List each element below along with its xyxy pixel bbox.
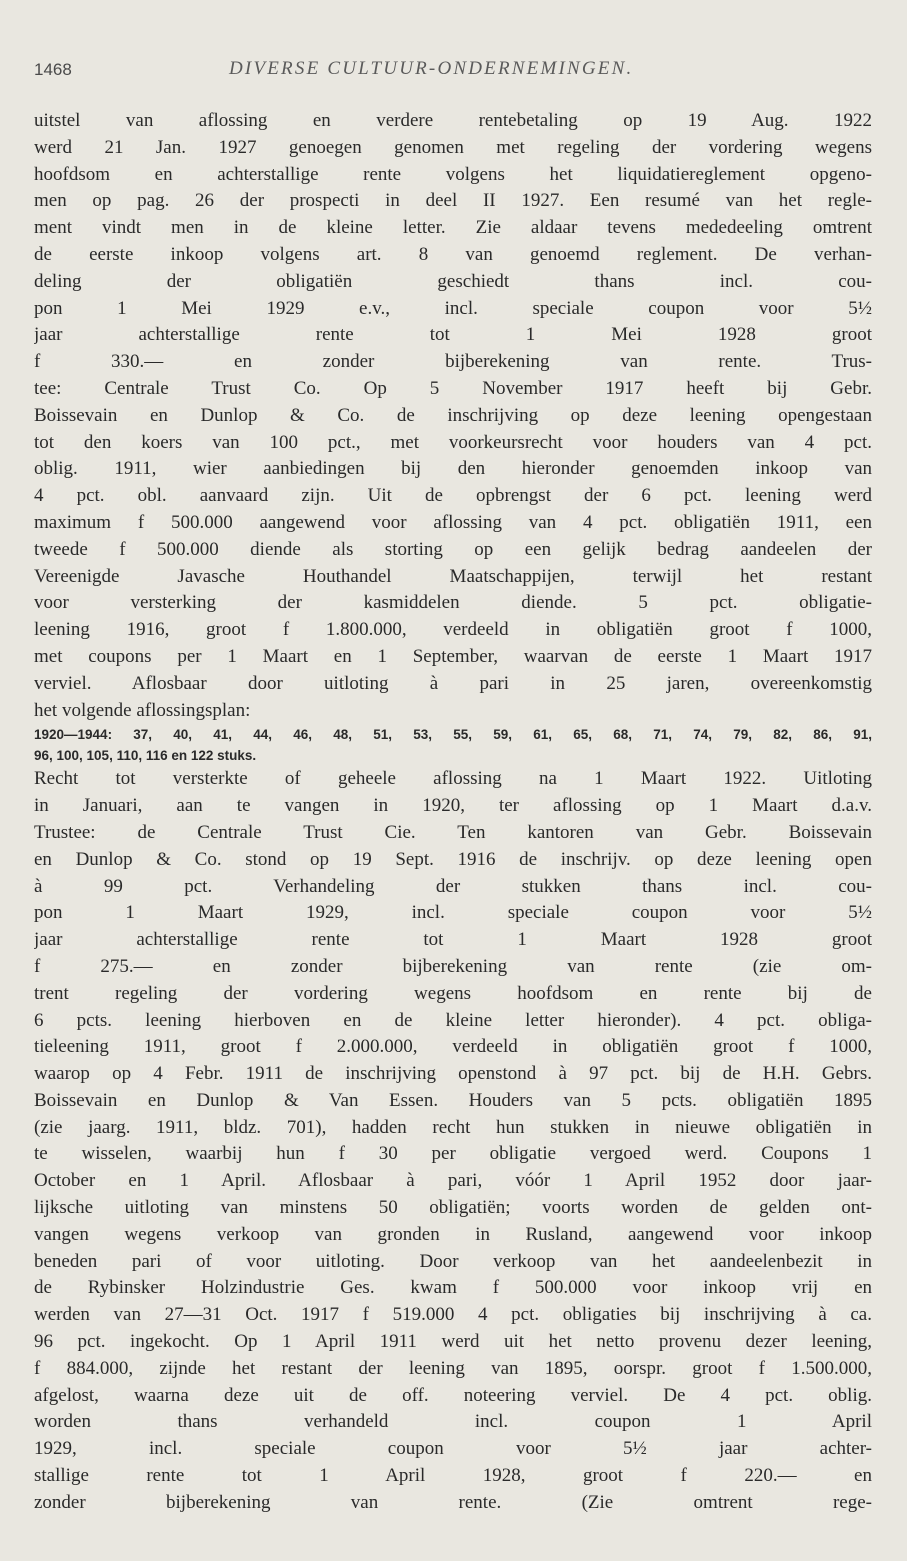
text-line: tieleening 1911, groot f 2.000.000, verdeeld in obligatiën groot f 1000,	[34, 1036, 872, 1058]
text-line: leening 1916, groot f 1.800.000, verdeeld in obligatiën groot f 1000,	[34, 619, 872, 641]
text-line: f 275.— en zonder bijberekening van rente (zie om-	[34, 955, 872, 977]
text-line: voor versterking der kasmiddelen diende. 5 pct. obligatie-	[34, 592, 872, 614]
text-line: verviel. Aflosbaar door uitloting à pari in 25 jaren, overeenkomstig	[34, 672, 872, 694]
text-line: zonder bijberekening van rente. (Zie omtrent rege-	[34, 1491, 872, 1513]
text-line: het volgende aflossingsplan:	[34, 699, 251, 721]
text-line: Vereenigde Javasche Houthandel Maatschappijen, terwijl het restant	[34, 565, 872, 587]
schedule-line: 96, 100, 105, 110, 116 en 122 stuks.	[34, 748, 257, 764]
text-line: pon 1 Maart 1929, incl. speciale coupon voor 5½	[34, 902, 872, 924]
text-line: f 884.000, zijnde het restant der leening van 1895, oorspr. groot f 1.500.000,	[34, 1357, 872, 1379]
text-line: waarop op 4 Febr. 1911 de inschrijving openstond à 97 pct. bij de H.H. Gebrs.	[34, 1063, 872, 1085]
text-line: men op pag. 26 der prospecti in deel II 1927. Een resumé van het regle-	[34, 190, 872, 212]
text-line: Trustee: de Centrale Trust Cie. Ten kantoren van Gebr. Boissevain	[34, 821, 872, 843]
text-line: 1929, incl. speciale coupon voor 5½ jaar achter-	[34, 1438, 872, 1460]
text-line: pon 1 Mei 1929 e.v., incl. speciale coupon voor 5½	[34, 297, 872, 319]
text-line: Recht tot versterkte of geheele aflossing na 1 Maart 1922. Uitloting	[34, 768, 872, 790]
text-line: vangen wegens verkoop van gronden in Rusland, aangewend voor inkoop	[34, 1223, 872, 1245]
text-line: (zie jaarg. 1911, bldz. 701), hadden recht hun stukken in nieuwe obligatiën in	[34, 1116, 872, 1138]
text-line: tweede f 500.000 diende als storting op een gelijk bedrag aandeelen der	[34, 538, 872, 560]
text-line: tee: Centrale Trust Co. Op 5 November 1917 heeft bij Gebr.	[34, 377, 872, 399]
text-line: oblig. 1911, wier aanbiedingen bij den hieronder genoemden inkoop van	[34, 458, 872, 480]
text-line: deling der obligatiën geschiedt thans incl. cou-	[34, 270, 872, 292]
text-line: October en 1 April. Aflosbaar à pari, vóór 1 April 1952 door jaar-	[34, 1170, 872, 1192]
page-number: 1468	[34, 60, 72, 79]
text-line: uitstel van aflossing en verdere rentebetaling op 19 Aug. 1922	[34, 110, 872, 131]
text-line: ment vindt men in de kleine letter. Zie aldaar tevens mededeeling omtrent	[34, 217, 872, 239]
body-text	[34, 108, 872, 1517]
text-line: 96 pct. ingekocht. Op 1 April 1911 werd uit het netto provenu dezer leening,	[34, 1331, 872, 1353]
text-line: beneden pari of voor uitloting. Door verkoop van het aandeelenbezit in	[34, 1250, 872, 1272]
text-line: trent regeling der vordering wegens hoofdsom en rente bij de	[34, 982, 872, 1004]
text-line: te wisselen, waarbij hun f 30 per obligatie vergoed werd. Coupons 1	[34, 1143, 872, 1165]
text-line: in Januari, aan te vangen in 1920, ter aflossing op 1 Maart d.a.v.	[34, 795, 872, 817]
text-line: lijksche uitloting van minstens 50 obligatiën; voorts worden de gelden ont-	[34, 1197, 872, 1219]
text-line: Boissevain en Dunlop & Co. de inschrijving op deze leening opengestaan	[34, 404, 872, 426]
text-line: werden van 27—31 Oct. 1917 f 519.000 4 pct. obligaties bij inschrijving à ca.	[34, 1304, 872, 1326]
page-header	[34, 60, 874, 90]
text-line: stallige rente tot 1 April 1928, groot f 220.— en	[34, 1465, 872, 1487]
text-line: tot den koers van 100 pct., met voorkeursrecht voor houders van 4 pct.	[34, 431, 872, 453]
text-line: 4 pct. obl. aanvaard zijn. Uit de opbrengst der 6 pct. leening werd	[34, 485, 872, 507]
text-line: met coupons per 1 Maart en 1 September, waarvan de eerste 1 Maart 1917	[34, 645, 872, 667]
running-title: DIVERSE CULTUUR-ONDERNEMINGEN.	[229, 58, 634, 79]
text-line: Boissevain en Dunlop & Van Essen. Houders van 5 pcts. obligatiën 1895	[34, 1089, 872, 1111]
text-line: werd 21 Jan. 1927 genoegen genomen met regeling der vordering wegens	[34, 136, 872, 158]
text-line: à 99 pct. Verhandeling der stukken thans incl. cou-	[34, 875, 872, 897]
text-line: jaar achterstallige rente tot 1 Mei 1928 groot	[34, 324, 872, 346]
schedule-line: 1920—1944: 37, 40, 41, 44, 46, 48, 51, 53, 55, 59, 61, 65, 68, 71, 74, 79, 82, 86, 91,	[34, 727, 872, 743]
text-line: en Dunlop & Co. stond op 19 Sept. 1916 de inschrijv. op deze leening open	[34, 848, 872, 870]
text-line: afgelost, waarna deze uit de off. noteering verviel. De 4 pct. oblig.	[34, 1384, 872, 1406]
text-line: de Rybinsker Holzindustrie Ges. kwam f 500.000 voor inkoop vrij en	[34, 1277, 872, 1299]
text-line: worden thans verhandeld incl. coupon 1 April	[34, 1411, 872, 1433]
text-line: de eerste inkoop volgens art. 8 van genoemd reglement. De verhan-	[34, 243, 872, 265]
text-line: f 330.— en zonder bijberekening van rente. Trus-	[34, 351, 872, 373]
text-line: 6 pcts. leening hierboven en de kleine letter hieronder). 4 pct. obliga-	[34, 1009, 872, 1031]
text-line: hoofdsom en achterstallige rente volgens het liquidatiereglement opgeno-	[34, 163, 872, 185]
text-line: maximum f 500.000 aangewend voor aflossing van 4 pct. obligatiën 1911, een	[34, 511, 872, 533]
text-line: jaar achterstallige rente tot 1 Maart 1928 groot	[34, 929, 872, 951]
